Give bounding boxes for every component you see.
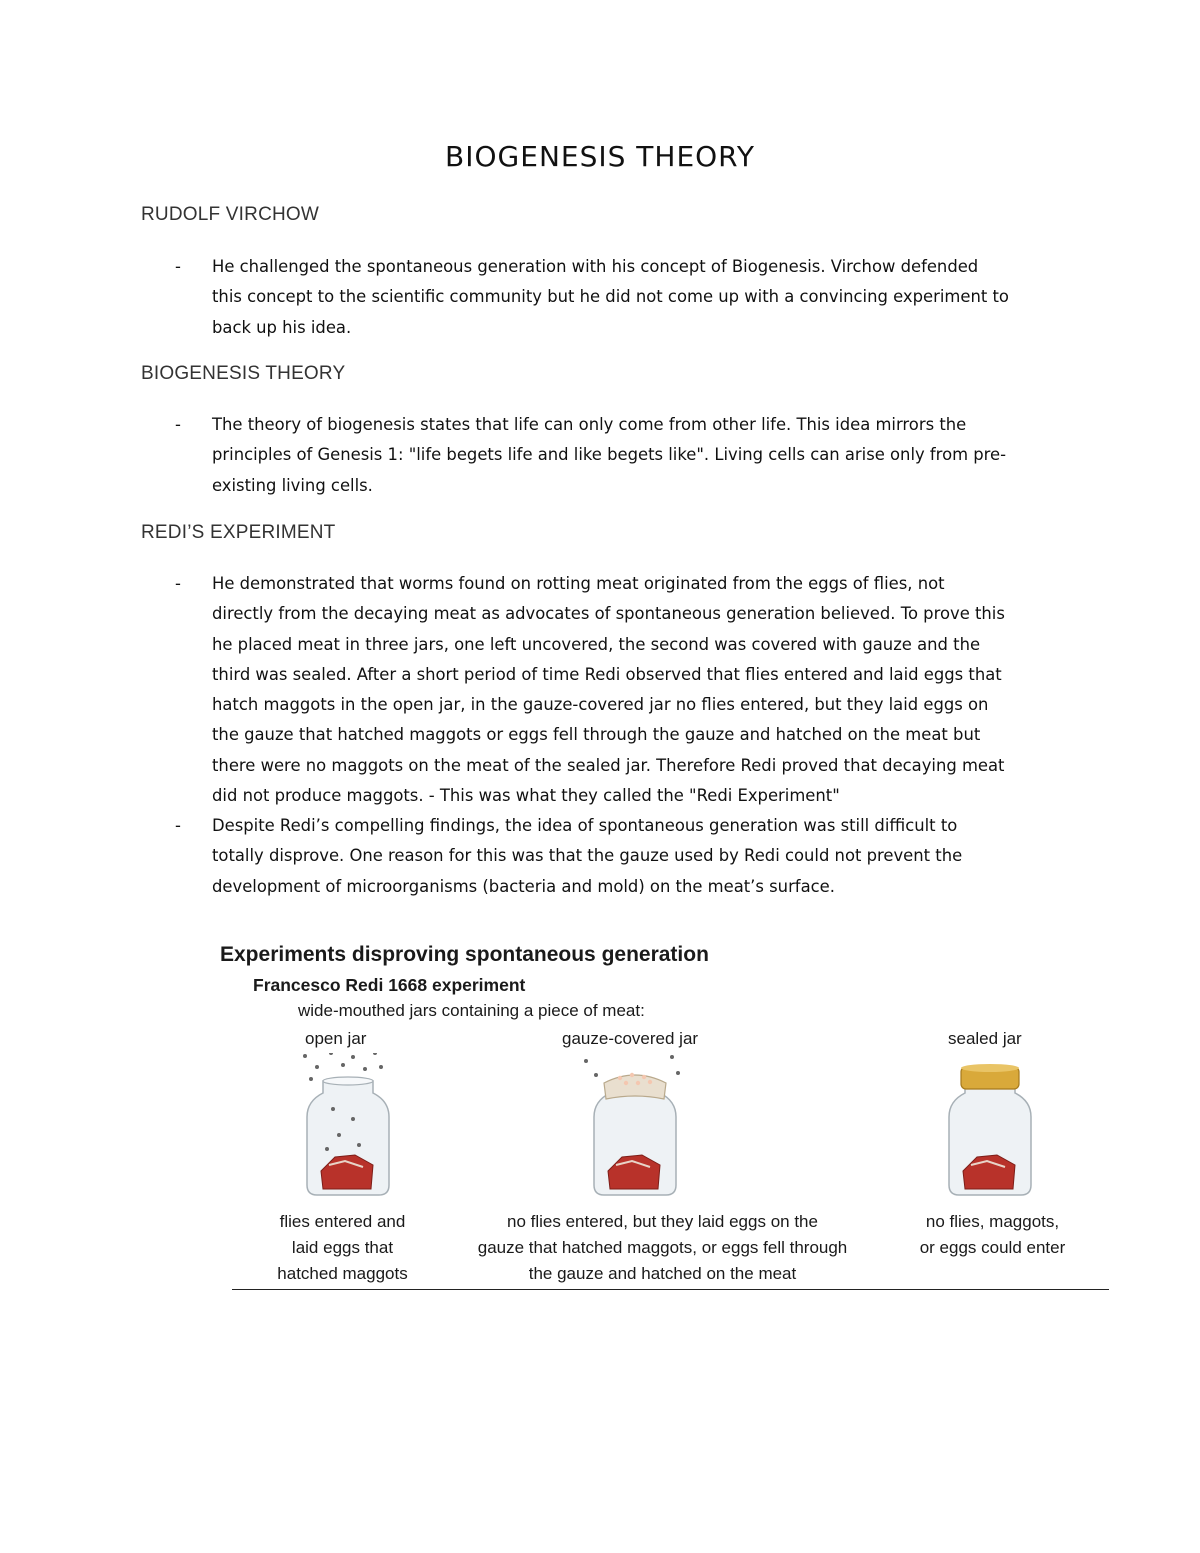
bullet-line: did not produce maggots. - This was what they called the "Redi Experiment" bbox=[212, 786, 840, 806]
open-jar-illustration bbox=[293, 1053, 403, 1203]
bullet-line: totally disprove. One reason for this was that the gauze used by Redi could not prevent the bbox=[212, 846, 963, 866]
bullet-line: there were no maggots on the meat of the sealed jar. Therefore Redi proved that decaying meat bbox=[212, 755, 1005, 775]
gauze-cover bbox=[604, 1075, 666, 1099]
bullet-line: principles of Genesis 1: "life begets life and like begets like". Living cells can arise only from pre- bbox=[212, 445, 1007, 465]
figure-description: wide-mouthed jars containing a piece of meat: bbox=[298, 1001, 645, 1020]
gauze-jar-illustration bbox=[580, 1053, 690, 1203]
section-heading-biogenesis: BIOGENESIS THEORY bbox=[141, 363, 346, 384]
bullet-dash: - bbox=[175, 415, 181, 434]
bullet-line: this concept to the scientific community but he did not come up with a convincing experiment to bbox=[212, 287, 1009, 307]
bullet-line: development of microorganisms (bacteria and mold) on the meat’s surface. bbox=[212, 876, 835, 896]
figure-title: Experiments disproving spontaneous generation bbox=[220, 943, 709, 966]
caption-gauze-jar: no flies entered, but they laid eggs on the gauze that hatched maggots, or eggs fell through the gauze and hatched on the meat bbox=[477, 1212, 848, 1283]
caption-sealed-jar: no flies, maggots, or eggs could enter bbox=[919, 1212, 1066, 1257]
jar-label-open: open jar bbox=[305, 1029, 367, 1048]
bullet-line: The theory of biogenesis states that life can only come from other life. This idea mirrors the bbox=[212, 415, 967, 434]
figure-divider bbox=[232, 1289, 1109, 1290]
bullet-dash: - bbox=[175, 816, 181, 835]
bullet-virchow bbox=[175, 252, 1075, 343]
bullet-redi-limitations bbox=[175, 811, 1075, 902]
jar-label-sealed: sealed jar bbox=[948, 1029, 1022, 1048]
bullet-biogenesis bbox=[175, 410, 1075, 501]
bullet-line: back up his idea. bbox=[212, 317, 352, 337]
bullet-line: existing living cells. bbox=[212, 475, 373, 495]
bullet-dash: - bbox=[175, 257, 181, 276]
bullet-line: hatch maggots in the open jar, in the gauze-covered jar no flies entered, but they laid eggs on bbox=[212, 695, 989, 715]
bullet-dash: - bbox=[175, 574, 181, 593]
caption-open-jar: flies entered and laid eggs that hatched maggots bbox=[277, 1212, 408, 1283]
bullet-redi-experiment bbox=[175, 569, 1075, 811]
bullet-line: he placed meat in three jars, one left uncovered, the second was covered with gauze and the bbox=[212, 634, 981, 654]
bullet-line: the gauze that hatched maggots or eggs fell through the gauze and hatched on the meat but bbox=[212, 725, 981, 745]
figure-subtitle: Francesco Redi 1668 experiment bbox=[253, 975, 526, 995]
sealed-jar-illustration bbox=[935, 1053, 1045, 1203]
bullet-line: He challenged the spontaneous generation with his concept of Biogenesis. Virchow defended bbox=[212, 257, 979, 276]
redi-experiment-figure bbox=[215, 935, 1115, 1305]
bullet-line: directly from the decaying meat as advocates of spontaneous generation believed. To prove this bbox=[212, 604, 1005, 624]
bullet-line: Despite Redi’s compelling findings, the idea of spontaneous generation was still difficult to bbox=[212, 816, 958, 835]
jar-label-gauze: gauze-covered jar bbox=[562, 1029, 699, 1048]
bullet-line: He demonstrated that worms found on rotting meat originated from the eggs of flies, not bbox=[212, 574, 945, 593]
section-heading-redi: REDI’S EXPERIMENT bbox=[141, 522, 336, 543]
section-heading-virchow: RUDOLF VIRCHOW bbox=[141, 204, 320, 225]
bullet-line: third was sealed. After a short period of time Redi observed that flies entered and laid eggs that bbox=[212, 664, 1002, 684]
document-title: BIOGENESIS THEORY bbox=[445, 140, 755, 173]
